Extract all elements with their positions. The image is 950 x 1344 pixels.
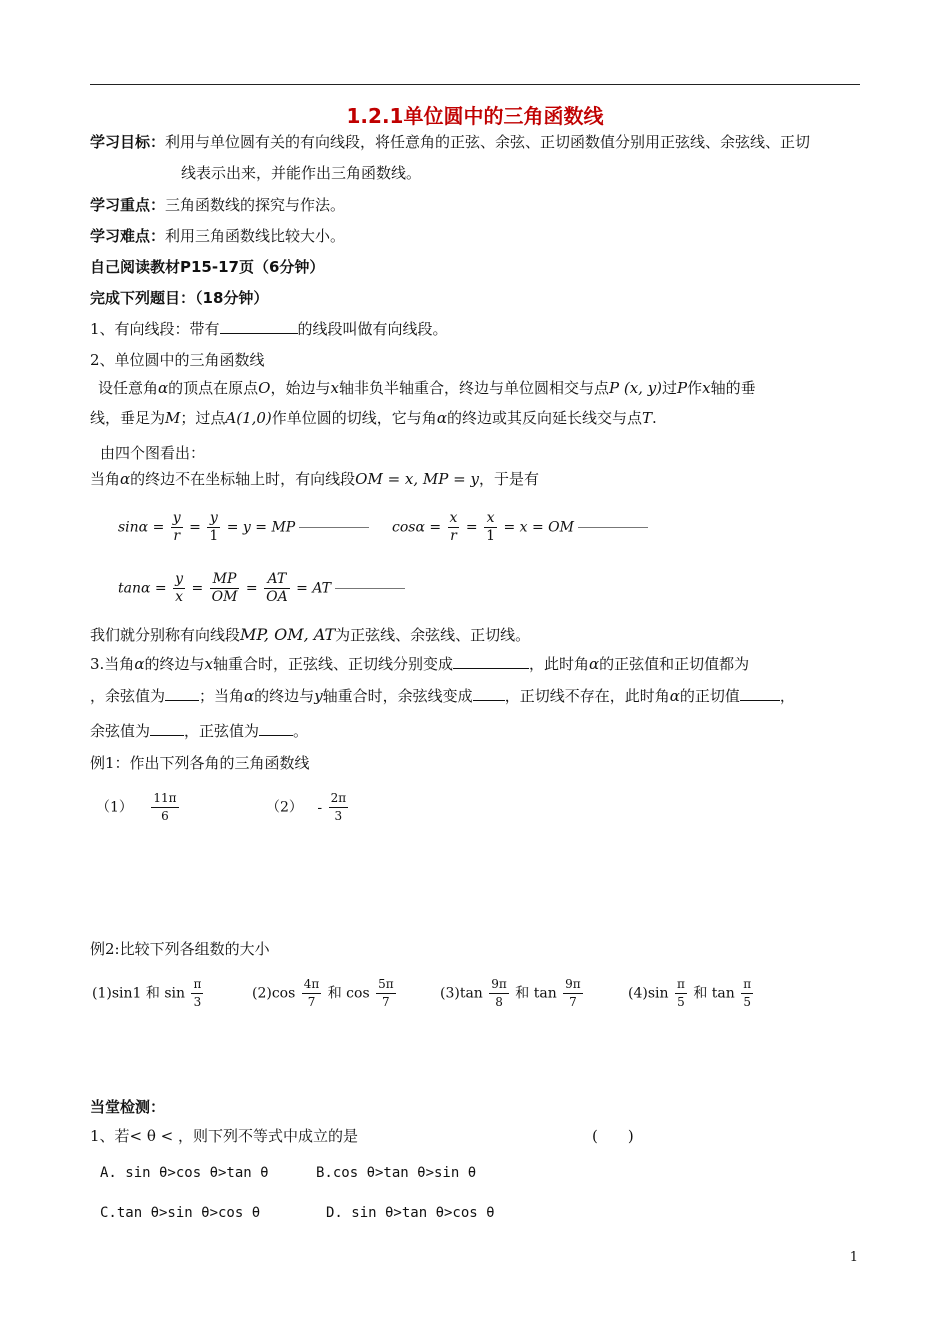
formula-rhs: = x = OM [503, 519, 574, 536]
text: 的正弦值和正切值都为 [599, 655, 750, 673]
example-2-item-3 [440, 976, 585, 1011]
math-x: x [204, 655, 213, 673]
answer-blank[interactable] [740, 685, 780, 701]
text: 的终边或其反向延长线交与点 [446, 409, 642, 427]
math-p: P [677, 379, 688, 397]
math-alpha: α [158, 379, 169, 397]
denominator: 3 [193, 995, 202, 1009]
formula-lhs: cosα = [392, 519, 442, 536]
denominator: 7 [307, 995, 316, 1009]
answer-blank[interactable] [165, 685, 199, 701]
item-text: (3)tan [440, 985, 483, 1002]
answer-blank[interactable] [453, 653, 529, 669]
text: 过 [662, 379, 678, 397]
math-alpha: α [244, 687, 255, 705]
math-equation: OM = x, MP = y [355, 470, 479, 488]
question-1 [90, 318, 448, 340]
answer-blank[interactable] [259, 720, 293, 736]
fraction [448, 510, 460, 545]
text: 为正弦线、余弦线、正切线。 [335, 626, 531, 644]
text: ；过点 [180, 409, 226, 427]
fraction [484, 510, 497, 545]
text: 3.当角 [90, 655, 135, 673]
denominator: 8 [495, 995, 503, 1009]
q2-paragraph-3: 由四个图看出： [100, 444, 206, 462]
numerator: 9π [563, 976, 583, 994]
check-heading: 当堂检测： [90, 1098, 166, 1116]
example-2-heading: 例2:比较下列各组数的大小 [90, 940, 270, 958]
item-text: 和 tan [515, 985, 557, 1002]
q2-paragraph-1 [98, 377, 756, 399]
sin-formula [118, 510, 369, 545]
example-1-item-2 [266, 790, 350, 825]
names-line [90, 624, 530, 646]
denominator: 1 [209, 528, 219, 544]
math-segments: MP, OM, AT [240, 625, 336, 644]
math-alpha: α [120, 470, 131, 488]
text: ，正弦值为 [184, 722, 260, 740]
fraction [173, 571, 185, 606]
example-2-item-4 [628, 976, 755, 1011]
tan-formula [118, 571, 405, 606]
denominator: 1 [486, 528, 496, 544]
text: 的顶点在原点 [168, 379, 259, 397]
difficulty-line [90, 225, 345, 247]
item-text: 和 cos [327, 985, 370, 1002]
answer-blank[interactable] [150, 720, 184, 736]
q2-paragraph-4 [90, 468, 539, 490]
text: 轴重合时，余弦线变成 [322, 687, 473, 705]
text: ，始边与 [270, 379, 331, 397]
q1-text-a: 1、有向线段：带有 [90, 320, 220, 338]
denominator: 5 [743, 995, 751, 1009]
text: ，此时角 [528, 655, 589, 673]
math-alpha: α [134, 655, 145, 673]
numerator: 5π [376, 976, 396, 994]
reading-line: 自己阅读教材P15-17页（6分钟） [90, 258, 325, 276]
text: 作单位圆的切线，它与角 [271, 409, 437, 427]
formula-rhs: = y = MP [226, 519, 296, 536]
denominator: 7 [382, 995, 390, 1009]
denominator: r [173, 528, 181, 544]
tasks-line: 完成下列题目：（18分钟） [90, 289, 269, 307]
text: 轴的垂 [710, 379, 756, 397]
numerator: y [207, 510, 220, 528]
difficulty-label: 学习难点： [90, 227, 166, 245]
answer-blank[interactable] [473, 685, 505, 701]
option-b[interactable]: B.cos θ>tan θ>sin θ [316, 1165, 477, 1181]
text: 作 [687, 379, 703, 397]
text: 轴非负半轴重合，终边与单位圆相交与点 [338, 379, 609, 397]
math-t: T [641, 409, 652, 427]
numerator: y [175, 571, 183, 587]
formula-rhs: = AT [296, 580, 332, 597]
denominator: 3 [334, 809, 343, 823]
fraction [151, 790, 178, 825]
text: 设任意角 [98, 379, 159, 397]
difficulty-text: 利用三角函数线比较大小。 [165, 227, 346, 245]
text: 我们就分别称有向线段 [90, 626, 241, 644]
q1-text-b: 的线段叫做有向线段。 [297, 320, 448, 338]
text: ， [779, 687, 795, 705]
text: 的终边不在坐标轴上时，有向线段 [130, 470, 356, 488]
goal-line [90, 131, 810, 153]
example-2-item-1 [92, 976, 205, 1011]
option-d[interactable]: D. sin θ>tan θ>cos θ [326, 1205, 495, 1221]
math-point-a: A(1,0) [225, 409, 272, 427]
q2-paragraph-2 [90, 407, 657, 429]
minus-sign: - [317, 799, 323, 816]
math-alpha: α [588, 655, 600, 673]
example-1-item-1 [96, 790, 181, 825]
numerator: 9π [489, 976, 509, 994]
fraction [329, 790, 349, 825]
item-label: （1） [96, 799, 133, 816]
focus-label: 学习重点： [90, 196, 166, 214]
text: 线，垂足为 [90, 409, 166, 427]
answer-parentheses[interactable]: ( ) [592, 1127, 634, 1145]
fraction [376, 976, 396, 1011]
fraction [302, 976, 322, 1011]
goal-label: 学习目标： [90, 133, 166, 151]
text: ，余弦值为 [90, 687, 166, 705]
numerator: MP [210, 571, 240, 589]
fraction [741, 976, 753, 1011]
fraction [563, 976, 583, 1011]
question-2-heading: 2、单位圆中的三角函数线 [90, 351, 265, 369]
text: ，于是有 [478, 470, 539, 488]
denominator: r [450, 528, 457, 544]
text: 轴重合时，正弦线、正切线分别变成 [212, 655, 453, 673]
question-3-line-2 [90, 685, 795, 707]
numerator: π [675, 976, 687, 994]
fraction [264, 571, 290, 606]
text: 的终边与 [254, 687, 315, 705]
text: 当角 [90, 470, 121, 488]
text: ，正切线不存在，此时角 [504, 687, 670, 705]
math-m: M [165, 409, 181, 427]
goal-line-2: 线表示出来，并能作出三角函数线。 [181, 164, 422, 182]
formula-lhs: sinα = [118, 519, 165, 536]
item-text: (4)sin [628, 985, 669, 1002]
item-text: (1)sin1 和 sin [92, 985, 185, 1002]
text: 的终边与 [144, 655, 205, 673]
check-question-1: 1、若< θ < ，则下列不等式中成立的是 [90, 1127, 359, 1145]
text: . [651, 409, 657, 427]
denominator: 5 [677, 995, 685, 1009]
equals: = [189, 519, 201, 536]
denominator: 6 [161, 809, 169, 823]
equals: = [191, 580, 204, 597]
page-number: 1 [849, 1250, 858, 1265]
numerator: x [449, 510, 458, 526]
trailing-line [578, 527, 648, 528]
answer-blank[interactable] [220, 318, 298, 334]
question-3-line-1 [90, 653, 749, 675]
text: ；当角 [199, 687, 245, 705]
option-c[interactable]: C.tan θ>sin θ>cos θ [100, 1205, 261, 1221]
numerator: 11π [151, 790, 178, 808]
math-x: x [330, 379, 339, 397]
focus-text: 三角函数线的探究与作法。 [165, 196, 346, 214]
fraction [191, 976, 203, 1011]
example-2-item-2 [252, 976, 398, 1011]
numerator: 2π [329, 790, 349, 808]
text: 余弦值为 [90, 722, 151, 740]
fraction [489, 976, 509, 1011]
denominator: OM [211, 589, 238, 605]
formula-lhs: tanα = [118, 580, 167, 597]
math-x: x [702, 379, 711, 397]
item-label: （2） [266, 799, 303, 816]
numerator: π [191, 976, 203, 994]
numerator: 4π [302, 976, 322, 994]
math-alpha: α [436, 409, 447, 427]
numerator: π [741, 976, 753, 994]
cos-formula [392, 510, 648, 545]
math-o: O [258, 379, 271, 397]
trailing-line [335, 588, 405, 589]
numerator: x [484, 510, 497, 528]
math-point-p: P (x, y) [608, 379, 663, 397]
math-alpha: α [669, 687, 680, 705]
top-rule [90, 84, 860, 85]
denominator: x [175, 589, 183, 605]
equals: = [465, 519, 478, 536]
fraction [210, 571, 240, 606]
item-text: (2)cos [252, 985, 296, 1002]
fraction [207, 510, 220, 545]
text: 。 [293, 722, 309, 740]
denominator: 7 [569, 995, 577, 1009]
math-y: y [314, 687, 323, 705]
numerator: AT [264, 571, 290, 589]
page-title: 1.2.1单位圆中的三角函数线 [346, 104, 604, 128]
fraction [171, 510, 183, 545]
focus-line [90, 194, 345, 216]
goal-text: 利用与单位圆有关的有向线段，将任意角的正弦、余弦、正切函数值分别用正弦线、余弦线、正切 [165, 133, 811, 151]
fraction [675, 976, 687, 1011]
denominator: OA [266, 589, 288, 605]
equals: = [245, 580, 258, 597]
trailing-line [299, 527, 369, 528]
numerator: y [172, 510, 181, 526]
question-3-line-3 [90, 720, 308, 742]
text: 的正切值 [679, 687, 740, 705]
example-1-heading: 例1：作出下列各角的三角函数线 [90, 754, 310, 772]
item-text: 和 tan [693, 985, 735, 1002]
option-a[interactable]: A. sin θ>cos θ>tan θ [100, 1165, 269, 1181]
